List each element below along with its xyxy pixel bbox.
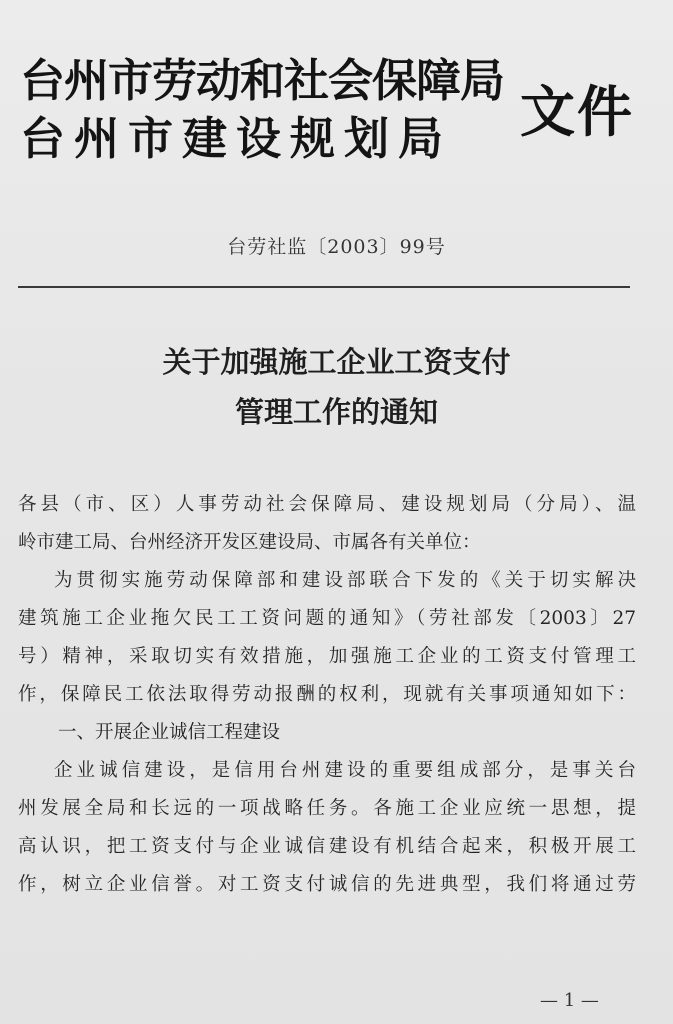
document-type-label: 文件 [520,80,635,144]
notice-title-line-2: 管理工作的通知 [234,395,438,429]
section-heading: 一、开展企业诚信工程建设 [58,722,281,743]
header-divider [18,286,630,288]
intro-paragraph-line: 建筑施工企业拖欠民工工资问题的通知》（劳社部发〔2003〕27 [18,608,636,629]
section-paragraph-line: 作，树立企业信誉。对工资支付诚信的先进典型，我们将通过劳 [18,874,636,895]
page-number: — 1 — [540,990,599,1011]
document-number: 台劳社监〔2003〕99号 [227,236,446,258]
intro-paragraph-line: 作，保障民工依法取得劳动报酬的权利，现就有关事项通知如下： [18,684,636,705]
intro-paragraph-line: 为贯彻实施劳动保障部和建设部联合下发的《关于切实解决 [54,570,636,591]
section-paragraph-line: 高认识，把工资支付与企业诚信建设有机结合起来，积极开展工 [18,836,636,857]
section-paragraph-line: 企业诚信建设，是信用台州建设的重要组成部分，是事关台 [54,760,636,781]
intro-paragraph-line: 号）精神，采取切实有效措施，加强施工企业的工资支付管理工 [18,646,636,667]
section-paragraph-line: 州发展全局和长远的一项战略任务。各施工企业应统一思想，提 [18,798,636,819]
notice-title-line-1: 关于加强施工企业工资支付 [162,345,511,379]
issuing-departments [20,52,518,168]
addressee-line: 岭市建工局、台州经济开发区建设局、市属各有关单位： [18,532,481,553]
department-labor-social-security: 台州市劳动和社会保障局 [20,54,505,107]
department-construction-planning: 台州市建设规划局 [20,112,453,165]
notice-body [18,486,636,904]
addressee-line: 各县（市、区）人事劳动社会保障局、建设规划局（分局）、温 [18,494,636,515]
